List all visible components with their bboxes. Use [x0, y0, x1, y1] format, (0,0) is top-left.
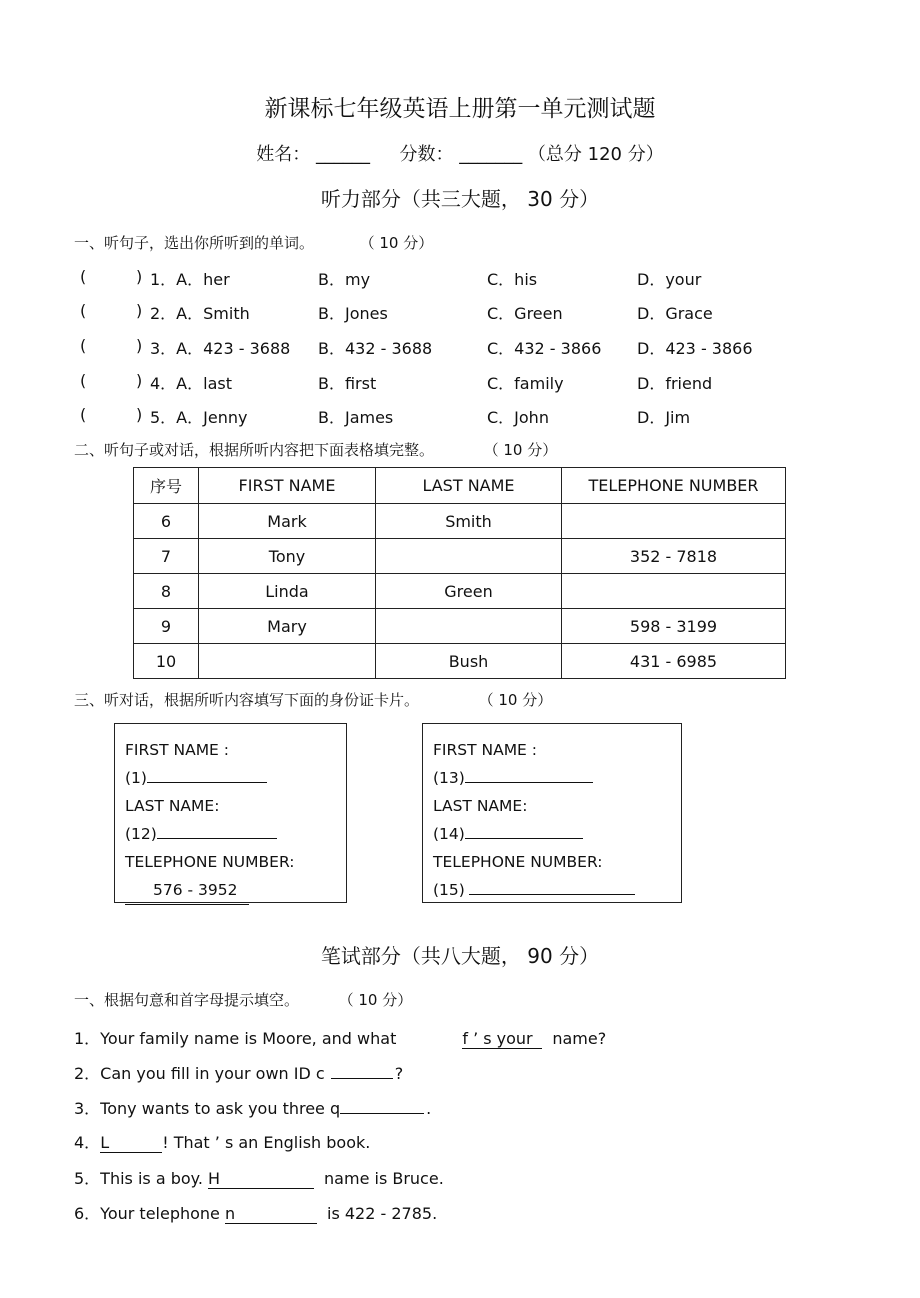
card1-tel-value: 576 - 3952 [125, 876, 346, 904]
table-cell: Tony [199, 539, 376, 574]
table-header-cell: TELEPHONE NUMBER [562, 468, 786, 504]
option-num: 2．A．Smith [150, 304, 250, 323]
listening-heading: 听力部分（共三大题， 30 分） [320, 187, 600, 211]
option-d: D．Grace [637, 304, 713, 323]
answer-blank[interactable]: f ’ s your [462, 1029, 542, 1049]
option-c: C．family [487, 374, 564, 393]
fill-sentence [74, 1166, 444, 1189]
table-header-row [134, 468, 786, 504]
table-header-cell: 序号 [134, 468, 199, 504]
student-info-line [0, 140, 920, 166]
table-cell: 9 [134, 609, 199, 644]
option-c: C．Green [487, 304, 563, 323]
sentence-text: 6．Your telephone [74, 1204, 225, 1223]
option-num: 1．A．her [150, 270, 230, 289]
id-card-2 [422, 723, 682, 903]
fill-sentence [74, 1061, 403, 1084]
table-row [134, 504, 786, 539]
answer-bracket: ) [136, 371, 143, 390]
option-d: D．423 - 3866 [637, 339, 753, 358]
table-cell: Green [376, 574, 562, 609]
answer-bracket: ) [136, 267, 143, 286]
table-cell[interactable] [376, 539, 562, 574]
option-d: D．Jim [637, 408, 691, 427]
table-cell[interactable] [562, 574, 786, 609]
id-card-1 [114, 723, 347, 903]
writing-part1-instruction [74, 989, 412, 1010]
table-cell: 8 [134, 574, 199, 609]
option-d: D．your [637, 270, 702, 289]
answer-blank[interactable] [331, 1078, 393, 1079]
table-cell: 352 - 7818 [562, 539, 786, 574]
table-cell[interactable] [199, 644, 376, 679]
points-label: （ 10 分） [359, 234, 434, 252]
table-cell[interactable] [562, 504, 786, 539]
name-table [133, 467, 786, 679]
answer-bracket: ) [136, 301, 143, 320]
answer-blank[interactable]: H [208, 1169, 314, 1189]
listening-part1-instruction [74, 232, 433, 253]
answer-bracket[interactable]: ( [80, 336, 87, 355]
fill-sentence [74, 1026, 606, 1049]
sentence-text: ! That ’ s an English book. [162, 1133, 371, 1152]
total-score: （总分 120 分） [527, 144, 664, 165]
option-b: B．432 - 3688 [318, 339, 433, 358]
sentence-text: 2．Can you fill in your own ID c [74, 1064, 325, 1083]
sentence-text: is 422 - 2785. [327, 1204, 438, 1223]
table-cell: Linda [199, 574, 376, 609]
page-title: 新课标七年级英语上册第一单元测试题 [264, 96, 656, 122]
option-b: B．my [318, 270, 371, 289]
table-cell: 10 [134, 644, 199, 679]
answer-blank[interactable]: n [225, 1204, 317, 1224]
points-label: （ 10 分） [338, 991, 413, 1009]
card2-first-label: FIRST NAME : [433, 741, 538, 759]
option-num: 4．A．last [150, 374, 232, 393]
option-b: B．first [318, 374, 377, 393]
table-cell: 598 - 3199 [562, 609, 786, 644]
sentence-text: 1．Your family name is Moore, and what [74, 1029, 397, 1048]
table-cell: 7 [134, 539, 199, 574]
option-num: 5．A．Jenny [150, 408, 248, 427]
card1-last-blank[interactable]: (12) [125, 820, 346, 848]
answer-blank[interactable]: L [100, 1133, 162, 1153]
option-b: B．James [318, 408, 394, 427]
option-c: C．432 - 3866 [487, 339, 602, 358]
instruction-text: 三、听对话，根据所听内容填写下面的身份证卡片。 [74, 691, 420, 709]
answer-bracket: ) [136, 405, 143, 424]
option-num: 3．A．423 - 3688 [150, 339, 291, 358]
score-label: 分数： [399, 144, 454, 165]
listening-part2-instruction [74, 439, 557, 460]
table-header-cell: FIRST NAME [199, 468, 376, 504]
fill-sentence [74, 1096, 431, 1119]
option-d: D．friend [637, 374, 713, 393]
answer-blank[interactable] [340, 1113, 424, 1114]
sentence-text: 3．Tony wants to ask you three q [74, 1099, 341, 1118]
card1-tel-label: TELEPHONE NUMBER: [125, 853, 295, 871]
table-cell: Bush [376, 644, 562, 679]
score-blank[interactable]: _______ [459, 144, 523, 165]
table-row [134, 644, 786, 679]
sentence-text: 5．This is a boy. [74, 1169, 209, 1188]
table-row [134, 574, 786, 609]
points-label: （ 10 分） [483, 441, 558, 459]
sentence-text: . [426, 1099, 432, 1118]
sentence-text: name? [552, 1029, 607, 1048]
listening-part3-instruction [74, 689, 552, 710]
table-cell: 6 [134, 504, 199, 539]
card2-last-blank[interactable]: (14) [433, 820, 681, 848]
name-blank[interactable]: ______ [315, 144, 370, 165]
instruction-text: 一、根据句意和首字母提示填空。 [74, 991, 300, 1009]
card2-first-blank[interactable]: (13) [433, 764, 681, 792]
sentence-text: ? [394, 1064, 404, 1083]
card2-tel-label: TELEPHONE NUMBER: [433, 853, 603, 871]
table-cell: 431 - 6985 [562, 644, 786, 679]
answer-bracket[interactable]: ( [80, 405, 87, 424]
answer-bracket[interactable]: ( [80, 301, 87, 320]
card2-last-label: LAST NAME: [433, 797, 528, 815]
table-header-cell: LAST NAME [376, 468, 562, 504]
card2-tel-blank[interactable]: (15) [433, 876, 681, 904]
fill-sentence [74, 1130, 370, 1153]
name-label: 姓名： [256, 144, 311, 165]
answer-bracket: ) [136, 336, 143, 355]
writing-heading: 笔试部分（共八大题， 90 分） [320, 944, 600, 968]
points-label: （ 10 分） [478, 691, 553, 709]
instruction-text: 一、听句子，选出你所听到的单词。 [74, 234, 315, 252]
option-b: B．Jones [318, 304, 388, 323]
card1-first-blank[interactable]: (1) [125, 764, 346, 792]
table-row [134, 609, 786, 644]
table-cell: Smith [376, 504, 562, 539]
sentence-text: 4． [74, 1133, 101, 1152]
table-cell: Mark [199, 504, 376, 539]
answer-bracket[interactable]: ( [80, 371, 87, 390]
table-cell[interactable] [376, 609, 562, 644]
card1-first-label: FIRST NAME : [125, 741, 230, 759]
table-cell: Mary [199, 609, 376, 644]
instruction-text: 二、听句子或对话，根据所听内容把下面表格填完整。 [74, 441, 435, 459]
card1-last-label: LAST NAME: [125, 797, 220, 815]
sentence-text: name is Bruce. [324, 1169, 444, 1188]
fill-sentence [74, 1201, 437, 1224]
answer-bracket[interactable]: ( [80, 267, 87, 286]
option-c: C．his [487, 270, 538, 289]
table-row [134, 539, 786, 574]
option-c: C．John [487, 408, 549, 427]
